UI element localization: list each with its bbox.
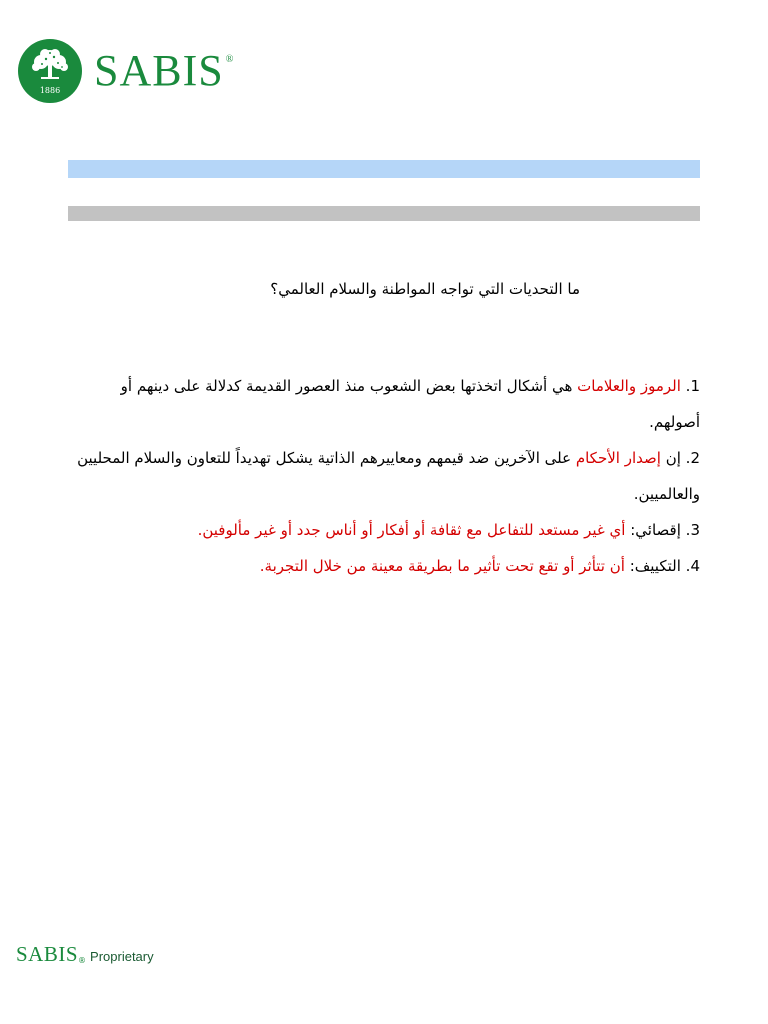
title-bar <box>68 160 700 178</box>
brand-text: SABIS <box>94 46 224 95</box>
item-number: 3. <box>685 521 700 539</box>
item-text: هي أشكال اتخذتها بعض الشعوب منذ العصور القديمة كدلالة على دينهم أو أصولهم. <box>120 377 700 431</box>
item-number: 2. <box>685 449 700 467</box>
footer-label: Proprietary <box>90 949 154 964</box>
subtitle-bar <box>68 206 700 221</box>
item-number: 1. <box>685 377 700 395</box>
item-label: التكييف: <box>629 557 681 575</box>
registered-mark: ® <box>225 54 235 65</box>
item-answer: أي غير مستعد للتفاعل مع ثقافة أو أفكار أو أناس جدد أو غير مألوفين. <box>197 521 626 539</box>
tree-icon <box>27 44 73 90</box>
item-prefix: إن <box>665 449 681 467</box>
brand-name <box>94 46 235 95</box>
item-number: 4. <box>685 557 700 575</box>
item-term: الرموز والعلامات <box>577 377 681 395</box>
answer-list <box>68 368 700 584</box>
item-label: إقصائي: <box>630 521 681 539</box>
list-item <box>68 548 700 584</box>
question: ما التحديات التي تواجه المواطنة والسلام العالمي؟ <box>270 280 580 298</box>
item-answer: أن تتأثر أو تقع تحت تأثير ما بطريقة معينة من خلال التجربة. <box>259 557 625 575</box>
item-term: إصدار الأحكام <box>575 449 661 467</box>
item-text: على الآخرين ضد قيمهم ومعاييرهم الذاتية يشكل تهديداً للتعاون والسلام المحليين والعالميين. <box>77 449 700 503</box>
footer <box>16 942 154 967</box>
header <box>18 40 234 102</box>
logo-year: 1886 <box>39 86 61 95</box>
list-item <box>68 368 700 440</box>
list-item <box>68 512 700 548</box>
footer-brand: SABIS <box>16 942 79 966</box>
list-item <box>68 440 700 512</box>
footer-registered-mark: ® <box>78 956 87 965</box>
sabis-logo <box>18 39 82 103</box>
